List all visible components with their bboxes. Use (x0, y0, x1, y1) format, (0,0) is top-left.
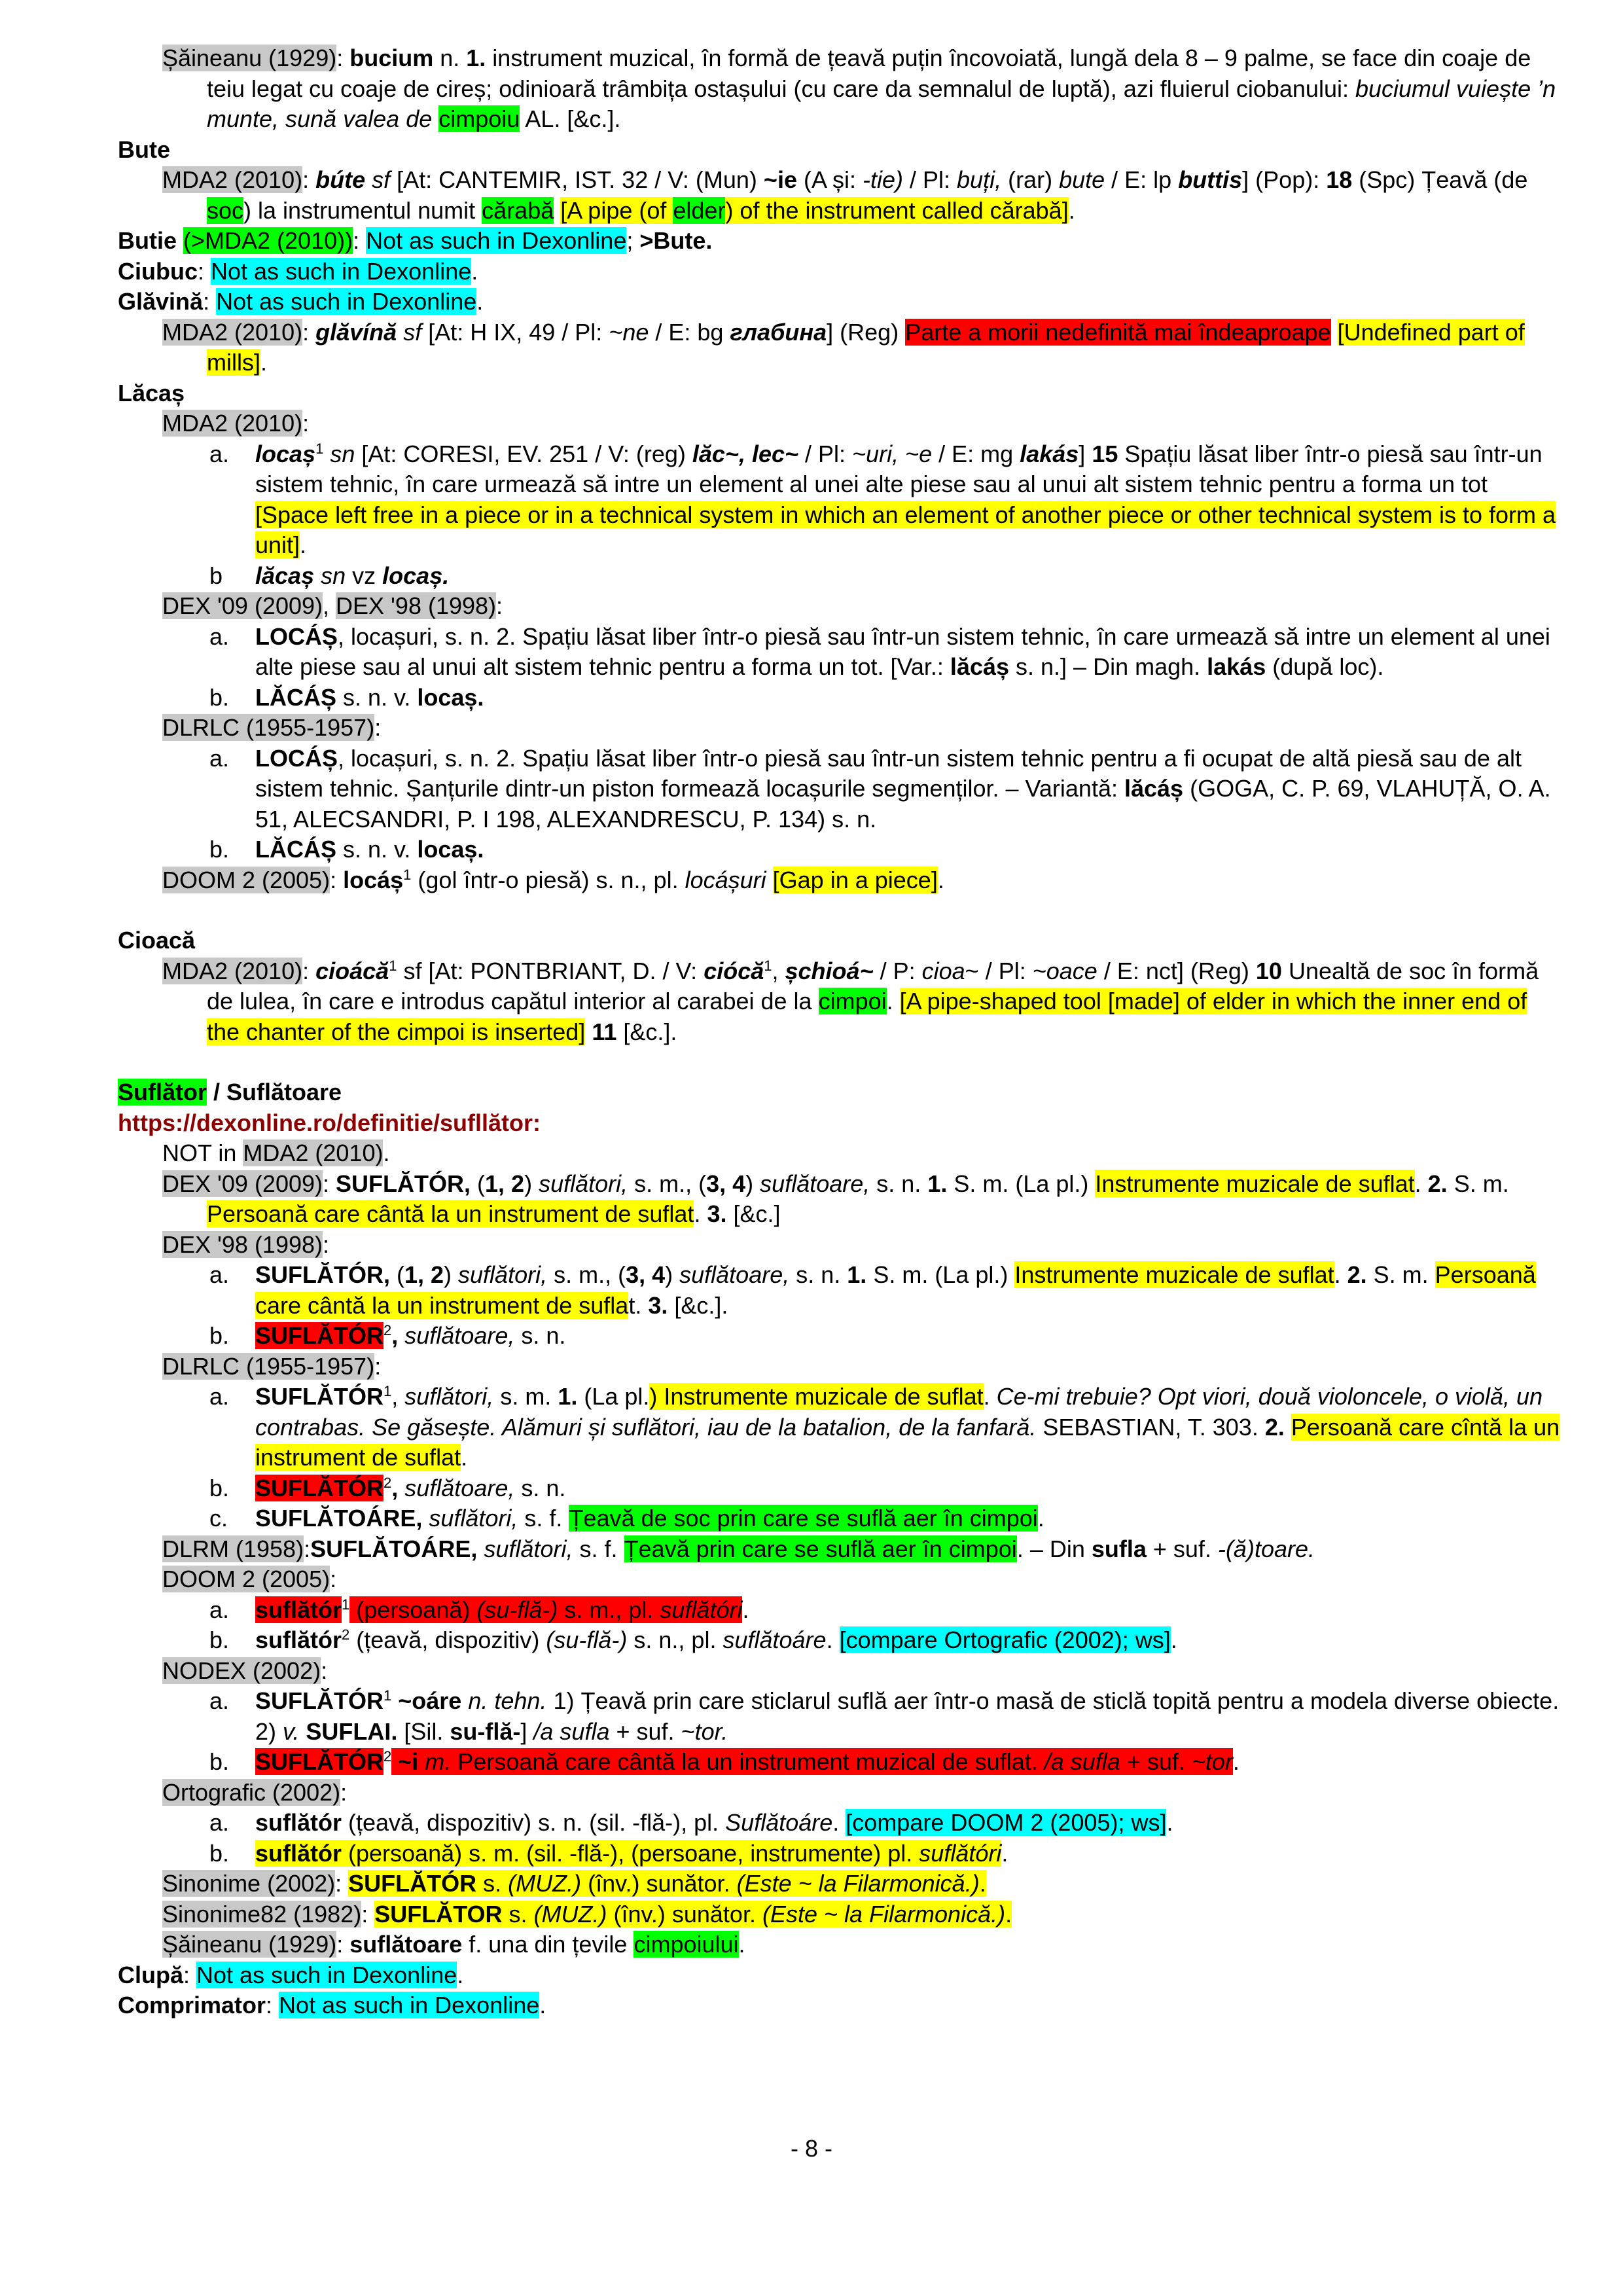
item-doom-a: a. suflătór$^1$ (persoană) (su-flă-) s. m., pl. suflătóri. (209, 1596, 749, 1623)
item-dex-a: a. LOCÁȘ, locașuri, s. n. 2. Spațiu lăsat liber într-o piesă sau într-un sistem tehnic, în care urmează să intre un element al unei alte piese sau al unui alt sistem tehnic pentru a forma un tot. [Var.: lăcáș s. n.] – Din magh. lakás (după loc). (209, 622, 1550, 680)
entry-dex09-suflator: DEX '09 (2009): SUFLĂTÓR, (1, 2) suflători, s. m., (3, 4) suflătoare, s. n. 1. S. m. (La pl.) Instrumente muzicale de suflat. 2. S. m. Persoană care cântă la un instrument de suflat. 3. [&c.] (162, 1170, 1509, 1227)
entry-saineanu-suflatoare: Șăineanu (1929): suflătoare f. una din țevile cimpoiului. (162, 1931, 745, 1958)
item-lacas-b: b lăcaș sn vz locaș. (209, 562, 450, 589)
entry-dlrm-suflatoare: DLRM (1958):SUFLĂTOÁRE, suflători, s. f. Țeavă prin care se suflă aer în cimpoi. – Din sufla + suf. -(ă)toare. (162, 1535, 1315, 1562)
item-doom-b: b. suflătór$^2$ (țeavă, dispozitiv) (su-flă-) s. n., pl. suflătoáre. [compare Ortografic (2002); ws]. (209, 1626, 1177, 1653)
item-dlrlc-suflator-c: c. SUFLĂTOÁRE, suflători, s. f. Țeavă de soc prin care se suflă aer în cimpoi. (209, 1505, 1044, 1532)
headword-cioaca: Cioacă (118, 927, 196, 954)
source-doom-suflator: DOOM 2 (2005): (162, 1566, 337, 1592)
source-dlrlc-lacas: DLRLC (1955-1957): (162, 714, 382, 741)
item-dlrlc-b: b. LĂCÁȘ s. n. v. locaș. (209, 836, 484, 863)
headword-glavina: Glăvină: Not as such in Dexonline. (118, 288, 484, 315)
source-ortografic: Ortografic (2002): (162, 1778, 348, 1806)
item-nodex-a: a. SUFLĂTÓR$^1$ ~oáre n. tehn. 1) Țeavă prin care sticlarul suflă aer într-o masă de sticlă topită pentru a modela diverse obiecte. 2) v. SUFLAI. [Sil. su-flă-] /a sufla + suf. ~tor. (209, 1687, 1560, 1745)
item-dex98-a: a. SUFLĂTÓR, (1, 2) suflători, s. m., (3, 4) suflătoare, s. n. 1. S. m. (La pl.) Instrumente muzicale de suflat. 2. S. m. Persoană care cântă la un instrument de suflat. 3. [&c.]. (209, 1261, 1536, 1319)
entry-sinonime-1982: Sinonime82 (1982): SUFLĂTOR s. (MUZ.) (înv.) sunător. (Este ~ la Filarmonică.). (162, 1900, 1012, 1928)
headword-ciubuc: Ciubuc: Not as such in Dexonline. (118, 257, 478, 285)
entry-doom-lacas: DOOM 2 (2005): locáș$^1$ (gol într-o piesă) s. n., pl. locáșuri [Gap in a piece]. (162, 866, 944, 893)
document-page (118, 43, 1564, 2021)
item-nodex-b: b. SUFLĂTÓR$^2$ ~i m. Persoană care cântă la un instrument muzical de suflat. /a sufla + suf. ~tor. (209, 1748, 1240, 1775)
item-dex-b: b. LĂCÁȘ s. n. v. locaș. (209, 683, 484, 711)
entry-mda2-cioaca: MDA2 (2010): cioácă$^1$ sf [At: PONTBRIANT, D. / V: ciócă$^1$, șchioá~ / P: cioa~ / Pl: ~oace / E: nct] (Reg) 10 Unealtă de soc în formă de lulea, în care e introdus capătul interior al carabei de la cimpoi. [A pipe-shaped tool [made] of elder in which the inner end of the chanter of the cimpoi is inserted] 11 [&c.]. (162, 957, 1539, 1045)
entry-saineanu-bucium: Șăineanu (1929): bucium n. 1. instrument muzical, în formă de țeavă puțin încovoiată, lungă dela 8 – 9 palme, se face din coaje de teiu legat cu coaje de cireș; odinioară trâmbița ostașului (cu care da semnalul de luptă), azi fluierul ciobanului: buciumul vuiește ’n munte, sună valea de cimpoiu AL. [&c.]. (162, 45, 1556, 132)
source-mda2-lacas: MDA2 (2010): (162, 410, 310, 437)
headword-suflator: Suflător / Suflătoare (118, 1079, 342, 1105)
entry-not-mda2: NOT in MDA2 (2010). (162, 1139, 390, 1166)
page-number: - 8 - (790, 2135, 832, 2162)
source-dex-lacas: DEX '09 (2009), DEX '98 (1998): (162, 592, 503, 619)
headword-bute: Bute (118, 135, 170, 163)
item-dex98-b: b. SUFLĂTÓR$^2$, suflătoare, s. n. (209, 1322, 566, 1349)
item-dlrlc-suflator-b: b. SUFLĂTÓR$^2$, suflătoare, s. n. (209, 1474, 566, 1501)
entry-sinonime-2002: Sinonime (2002): SUFLĂTÓR s. (MUZ.) (înv.) sunător. (Este ~ la Filarmonică.). (162, 1870, 986, 1897)
item-dlrlc-a: a. LOCÁȘ, locașuri, s. n. 2. Spațiu lăsat liber într-o piesă sau într-un sistem tehnic pentru a fi ocupat de altă piesă sau de alt sistem tehnic. Șanțurile dintr-un piston formează locașurile segmenților. – Variantă: lăcáș (GOGA, C. P. 69, VLAHUȚĂ, O. A. 51, ALECSANDRI, P. I 198, ALEXANDRESCU, P. 134) s. n. (209, 744, 1551, 833)
source-dex98-suflator: DEX '98 (1998): (162, 1230, 330, 1258)
item-orto-b: b. suflătór (persoană) s. m. (sil. -flă-), (persoane, instrumente) pl. suflătóri. (209, 1839, 1008, 1867)
entry-mda2-glavina: MDA2 (2010): glăvínă sf [At: H IX, 49 / Pl: ~ne / E: bg глабина] (Reg) Parte a morii nedefinită mai îndeaproape [Undefined part of mills]. (162, 318, 1525, 376)
source-nodex: NODEX (2002): (162, 1657, 328, 1684)
dexonline-link[interactable]: https://dexonline.ro/definitie/sufllător: (118, 1109, 541, 1136)
item-dlrlc-suflator-a: a. SUFLĂTÓR$^1$, suflători, s. m. 1. (La pl.) Instrumente muzicale de suflat. Ce-mi trebuie? Opt viori, două violoncele, o violă, un contrabas. Se găsește. Alămuri și suflători, iau de la batalion, de la fanfară. SEBASTIAN, T. 303. 2. Persoană care cîntă la un instrument de suflat. (209, 1383, 1560, 1471)
item-lacas-a: a. locaș$^1$ sn [At: CORESI, EV. 251 / V: (reg) lăc~, lec~ / Pl: ~uri, ~e / E: mg lakás] 15 Spațiu lăsat liber într-o piesă sau într-un sistem tehnic, în care urmează să intre un element al unei alte piese sau al unui alt sistem tehnic pentru a forma un tot [Space left free in a piece or in a technical system in which an element of another piece or other technical system is to form a unit]. (209, 440, 1556, 558)
item-orto-a: a. suflătór (țeavă, dispozitiv) s. n. (sil. -flă-), pl. Suflătoáre. [compare DOOM 2 (2005); ws]. (209, 1809, 1173, 1836)
headword-butie: Butie (>MDA2 (2010)): Not as such in Dexonline; >Bute. (118, 227, 713, 254)
source-dlrlc-suflator: DLRLC (1955-1957): (162, 1352, 382, 1380)
headword-lacas: Lăcaș (118, 379, 185, 406)
headword-clupa: Clupă: Not as such in Dexonline. (118, 1961, 464, 1988)
headword-comprimator: Comprimator: Not as such in Dexonline. (118, 1992, 546, 2018)
entry-mda2-bute: MDA2 (2010): búte sf [At: CANTEMIR, IST. 32 / V: (Mun) ~ie (A și: -tie) / Pl: buți, (rar) bute / E: lp buttis] (Pop): 18 (Spc) Țeavă (de soc) la instrumentul numit cărabă [A pipe (of elder) of the instrument called cărabă]. (162, 166, 1528, 224)
